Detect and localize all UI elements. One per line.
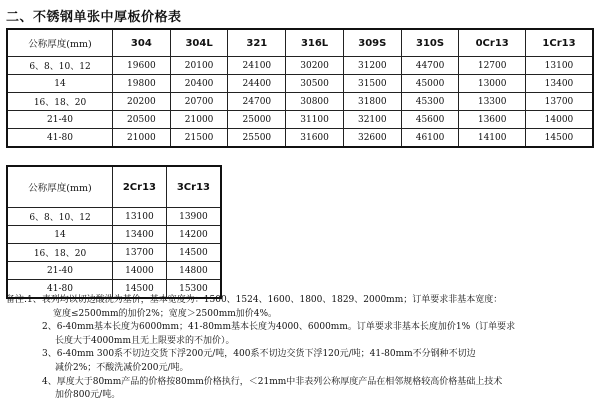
thickness-cell: 41-80 [7,129,113,148]
table-row [7,226,221,244]
table-row [7,111,593,129]
header-grade: 304L [170,29,228,57]
price-cell: 30500 [286,75,344,93]
header-grade: 304 [113,29,171,57]
price-cell: 14000 [113,262,167,280]
price-cell: 13100 [525,57,593,75]
header-grade: 321 [228,29,286,57]
thickness-cell: 16、18、20 [7,93,113,111]
notes-section [6,294,596,403]
thickness-cell: 41-80 [7,280,113,299]
price-cell: 32600 [343,129,401,148]
price-cell: 19800 [113,75,171,93]
header-grade: 2Cr13 [113,166,167,208]
table-row [7,129,593,148]
price-cell: 20100 [170,57,228,75]
table-row [7,75,593,93]
price-cell: 13600 [459,111,526,129]
thickness-cell: 6、8、10、12 [7,57,113,75]
price-cell: 14500 [525,129,593,148]
price-cell: 31800 [343,93,401,111]
price-cell: 14500 [166,244,221,262]
price-cell: 45600 [401,111,459,129]
thickness-cell: 21-40 [7,262,113,280]
price-cell: 13400 [525,75,593,93]
note-3-line-1: 3、6-40mm 300系不切边交货下浮200元/吨，400系不切边交货下浮120元/吨；41-80mm不分钢种不切边 [42,349,476,360]
price-cell: 20700 [170,93,228,111]
header-grade: 310S [401,29,459,57]
price-cell: 32100 [343,111,401,129]
note-3-line-2: 减价2%；不酸洗减价200元/吨。 [55,362,189,373]
table-row [7,262,221,280]
table-row [7,93,593,111]
price-cell: 12700 [459,57,526,75]
price-cell: 13700 [113,244,167,262]
header-thickness: 公称厚度(mm) [7,29,113,57]
header-grade: 0Cr13 [459,29,526,57]
price-cell: 14800 [166,262,221,280]
price-cell: 21500 [170,129,228,148]
note-4-line-2: 加价800元/吨。 [55,390,121,401]
thickness-cell: 14 [7,226,113,244]
price-cell: 25500 [228,129,286,148]
note-1-line-2: 宽度≤2500mm的加价2%；宽度＞2500mm加价4%。 [53,308,278,319]
table-row [7,208,221,226]
price-cell: 31200 [343,57,401,75]
price-cell: 45300 [401,93,459,111]
price-cell: 13900 [166,208,221,226]
price-cell: 13300 [459,93,526,111]
price-cell: 44700 [401,57,459,75]
table-header-row [7,166,221,208]
price-cell: 19600 [113,57,171,75]
header-thickness: 公称厚度(mm) [7,166,113,208]
thickness-cell: 14 [7,75,113,93]
price-cell: 21000 [113,129,171,148]
price-table-main [6,28,594,148]
header-grade: 316L [286,29,344,57]
price-cell: 20400 [170,75,228,93]
price-cell: 14000 [525,111,593,129]
price-cell: 14100 [459,129,526,148]
price-cell: 15300 [166,280,221,299]
price-cell: 30200 [286,57,344,75]
price-cell: 45000 [401,75,459,93]
header-grade: 1Cr13 [525,29,593,57]
price-cell: 31500 [343,75,401,93]
price-cell: 21000 [170,111,228,129]
price-table-secondary [6,165,222,299]
note-1-line-1: 备注:1、表列均以切边酸洗为基价，基本宽度为：1500、1524、1600、1800、1829、2000mm；订单要求非基本宽度： [6,295,503,305]
table-header-row [7,29,593,57]
header-grade: 309S [343,29,401,57]
table-row [7,244,221,262]
price-cell: 13000 [459,75,526,93]
price-cell: 14500 [113,280,167,299]
price-cell: 31100 [286,111,344,129]
note-2-line-2: 长度大于4000mm且无上限要求的不加价）。 [55,335,235,346]
thickness-cell: 6、8、10、12 [7,208,113,226]
price-cell: 30800 [286,93,344,111]
price-cell: 46100 [401,129,459,148]
note-4-line-1: 4、厚度大于80mm产品的价格按80mm价格执行，＜21mm中非表列公称厚度产品在相邻规格较高价格基础上技术 [42,376,503,387]
table-row [7,57,593,75]
price-cell: 20500 [113,111,171,129]
price-cell: 31600 [286,129,344,148]
price-cell: 24400 [228,75,286,93]
thickness-cell: 16、18、20 [7,244,113,262]
price-cell: 24100 [228,57,286,75]
price-cell: 13100 [113,208,167,226]
thickness-cell: 21-40 [7,111,113,129]
page-title: 二、不锈钢单张中厚板价格表 [6,10,182,25]
price-cell: 24700 [228,93,286,111]
price-cell: 25000 [228,111,286,129]
note-2-line-1: 2、6-40mm基本长度为6000mm；41-80mm基本长度为4000、6000mm。订单要求非基本长度加价1%（订单要求 [42,322,516,333]
price-cell: 13700 [525,93,593,111]
header-grade: 3Cr13 [166,166,221,208]
price-cell: 13400 [113,226,167,244]
price-cell: 20200 [113,93,171,111]
price-cell: 14200 [166,226,221,244]
